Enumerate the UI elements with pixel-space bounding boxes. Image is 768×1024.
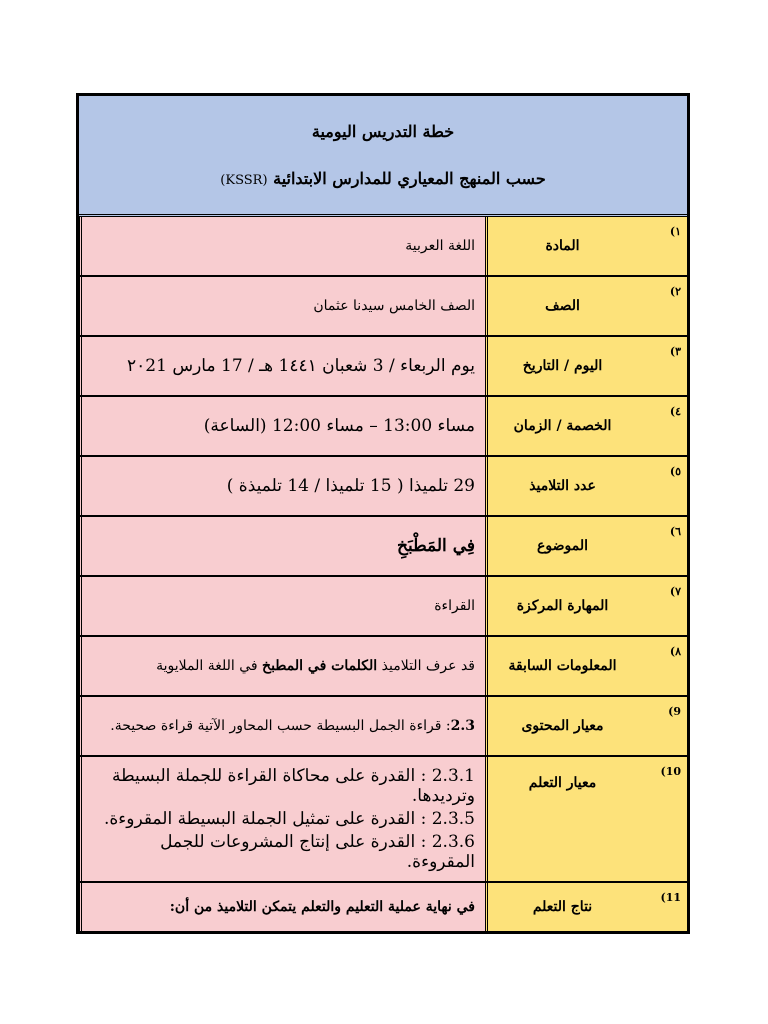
lesson-plan-table <box>76 93 690 934</box>
list-item: 2.3.1 : القدرة على محاكاة القراءة للجملة البسيطة وترديدها. <box>112 766 475 807</box>
row-number: ٣) <box>637 337 687 395</box>
value-code: 2.3 <box>450 718 475 734</box>
value-post: في اللغة الملايوية <box>156 658 258 674</box>
row-number: ٧) <box>637 577 687 635</box>
row-prior-knowledge <box>79 637 687 697</box>
row-number: ٢) <box>637 277 687 335</box>
row-date <box>79 337 687 397</box>
row-subject <box>79 217 687 277</box>
row-number: ١) <box>637 217 687 275</box>
value-text: : قراءة الجمل البسيطة حسب المحاور الآتية قراءة صحيحة. <box>110 718 451 734</box>
row-label: المعلومات السابقة <box>485 637 637 695</box>
row-number: ٨) <box>637 637 687 695</box>
row-value: مساء 13:00 – مساء 12:00 (الساعة) <box>79 397 485 455</box>
row-label: الصف <box>485 277 637 335</box>
row-number: 10) <box>637 757 687 881</box>
row-value <box>79 637 485 695</box>
row-label: المادة <box>485 217 637 275</box>
list-item: 2.3.5 : القدرة على تمثيل الجملة البسيطة المقروءة. <box>103 808 475 829</box>
row-skill <box>79 577 687 637</box>
plan-subtitle <box>220 169 545 188</box>
row-value: الصف الخامس سيدنا عثمان <box>79 277 485 335</box>
row-learning-standard <box>79 757 687 883</box>
row-students <box>79 457 687 517</box>
row-number: ٥) <box>637 457 687 515</box>
row-topic <box>79 517 687 577</box>
row-number: 9) <box>637 697 687 755</box>
row-value: في نهاية عملية التعليم والتعلم يتمكن التلاميذ من أن: <box>79 883 485 931</box>
row-value-list <box>79 757 485 881</box>
row-value: فِي المَطْبَخِ <box>79 517 485 575</box>
row-label: معيار التعلم <box>485 757 637 881</box>
row-class <box>79 277 687 337</box>
row-label: معيار المحتوى <box>485 697 637 755</box>
row-number: 11) <box>637 883 687 931</box>
plan-header <box>79 96 687 217</box>
row-label: اليوم / التاريخ <box>485 337 637 395</box>
row-value: 29 تلميذا ( 15 تلميذا / 14 تلميذة ) <box>79 457 485 515</box>
value-pre: قد عرف التلاميذ <box>381 658 475 674</box>
row-label: الخصمة / الزمان <box>485 397 637 455</box>
row-value: اللغة العربية <box>79 217 485 275</box>
row-time <box>79 397 687 457</box>
row-label: عدد التلاميذ <box>485 457 637 515</box>
row-number: ٤) <box>637 397 687 455</box>
row-label: المهارة المركزة <box>485 577 637 635</box>
row-label: نتاج التعلم <box>485 883 637 931</box>
row-content-standard <box>79 697 687 757</box>
row-value: يوم الربعاء / 3 شعبان 1٤٤١ هـ / 17 مارس ٢٠21 <box>79 337 485 395</box>
list-item: 2.3.6 : القدرة على إنتاج المشروعات للجمل المقروءة. <box>160 831 475 872</box>
subtitle-abbr: (KSSR) <box>220 173 268 188</box>
row-value: القراءة <box>79 577 485 635</box>
row-value <box>79 697 485 755</box>
subtitle-text: حسب المنهج المعياري للمدارس الابتدائية <box>273 169 546 188</box>
plan-title: خطة التدريس اليومية <box>311 122 455 141</box>
row-learning-outcome <box>79 883 687 931</box>
row-number: ٦) <box>637 517 687 575</box>
row-label: الموضوع <box>485 517 637 575</box>
value-bold: الكلمات في المطبخ <box>262 658 378 674</box>
